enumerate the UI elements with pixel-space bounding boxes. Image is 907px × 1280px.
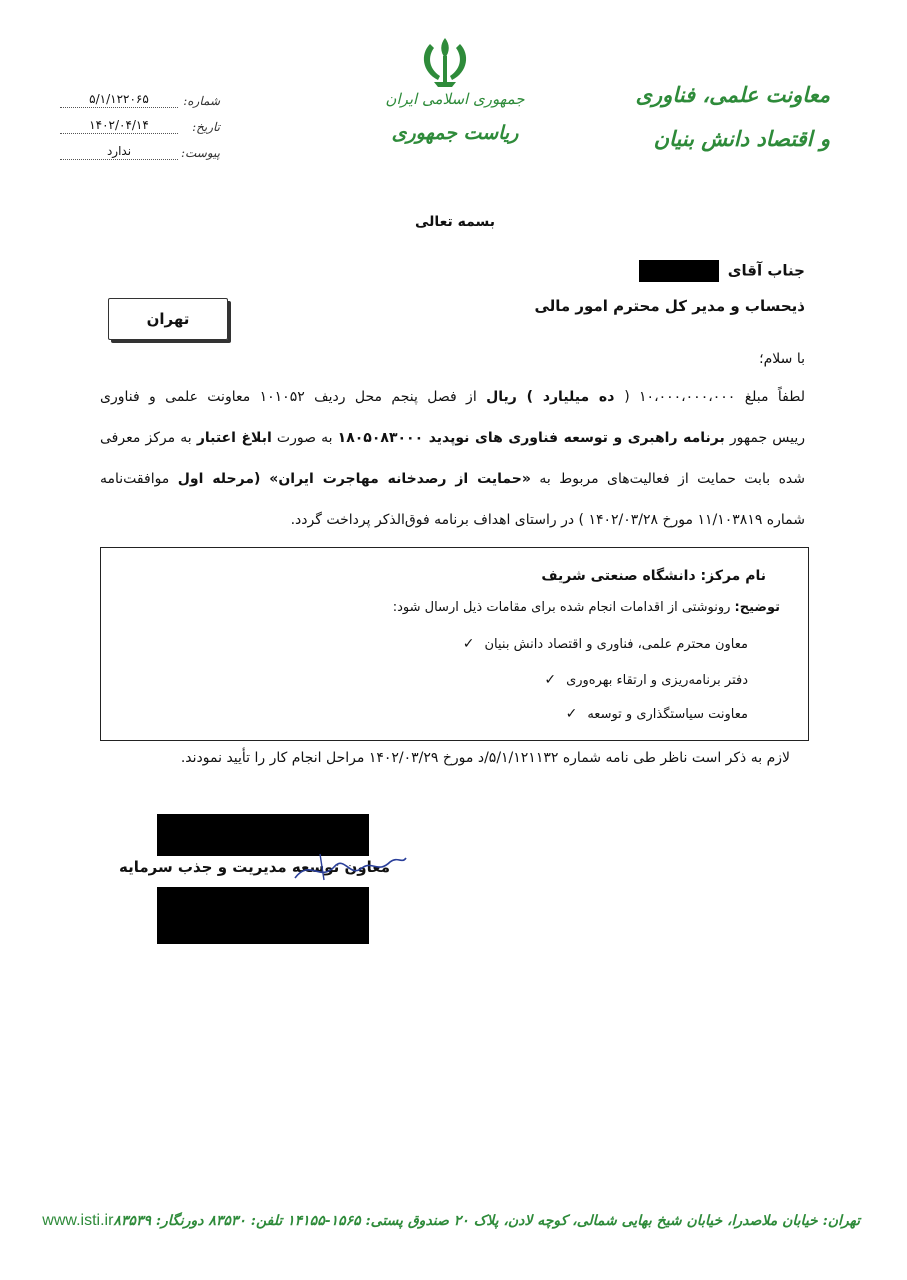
checkmark-icon: ✓ — [462, 636, 475, 652]
body-text: به مرکز معرفی — [100, 430, 197, 446]
letter-date-value: ۱۴۰۲/۰۴/۱۴ — [60, 118, 178, 134]
attachment-row — [60, 138, 220, 160]
cc-recipient: معاونت سیاستگذاری و توسعه — [587, 706, 748, 722]
footer-website: www.isti.ir — [42, 1212, 114, 1229]
cc-recipient: دفتر برنامه‌ریزی و ارتقاء بهره‌وری — [566, 672, 748, 688]
signature-redaction-bottom — [157, 887, 369, 944]
center-name-row — [541, 568, 766, 584]
note-label: توضیح: — [734, 600, 780, 615]
info-box — [100, 547, 809, 741]
body-text: لطفاً مبلغ ۱۰،۰۰۰،۰۰۰،۰۰۰ ( — [624, 389, 805, 405]
note-row — [393, 600, 780, 615]
body-line-4: شماره ۱۱/۱۰۳۸۱۹ مورخ ۱۴۰۲/۰۳/۲۸ ) در راستای اهداف برنامه فوق‌الذکر پرداخت گردد. — [290, 512, 805, 528]
vice-presidency-name-line1: معاونت علمی، فناوری — [635, 82, 830, 107]
letter-number-label: شماره: — [183, 94, 220, 108]
program-name: برنامه راهبری و توسعه فناوری های نوپدید ۱۸۰۵۰۸۳۰۰۰ — [337, 430, 725, 446]
cc-list-item — [544, 672, 748, 688]
cc-recipient: معاون محترم علمی، فناوری و اقتصاد دانش بنیان — [484, 636, 748, 652]
cc-list-item — [566, 706, 748, 722]
body-bold-text: ده میلیارد ) ریال — [486, 389, 625, 405]
checkmark-icon: ✓ — [565, 706, 578, 722]
attachment-value: ندارد — [60, 144, 178, 160]
body-line-1 — [100, 387, 805, 407]
letter-number-row — [60, 86, 220, 108]
credit-type: ابلاغ اعتبار — [196, 430, 272, 446]
signature-scribble-icon — [290, 848, 410, 888]
cc-list-item — [463, 636, 748, 652]
footer-address: تهران: خیابان ملاصدرا، خیابان شیخ بهایی شمالی، کوچه لادن، پلاک ۲۰ صندوق پستی: ۱۵۶۵-۱۴۱۵۵ تلفن: ۸۳۵۳۰ دورنگار: ۸۳۵۳۹ — [113, 1213, 860, 1229]
recipient-title: جناب آقای — [727, 261, 805, 280]
center-label: نام مرکز: — [700, 568, 766, 584]
iran-emblem-icon — [410, 34, 480, 90]
body-text: موافقت‌نامه — [100, 471, 178, 487]
government-name: جمهوری اسلامی ایران — [385, 90, 525, 108]
basmala: بسمه تعالی — [414, 214, 496, 230]
supervisor-note: لازم به ذکر است ناظر طی نامه شماره ۵/۱/۱۲۱۱۳۲/د مورخ ۱۴۰۲/۰۳/۲۹ مراحل انجام کار را تأیید نمودند. — [180, 750, 790, 766]
center-name: دانشگاه صنعتی شریف — [541, 568, 701, 584]
body-text: به صورت — [271, 430, 338, 446]
body-text: رییس جمهور — [724, 430, 805, 446]
recipient-salutation — [560, 260, 805, 282]
footer — [42, 1206, 860, 1236]
project-name: «حمایت از رصدخانه مهاجرت ایران» — [269, 471, 531, 487]
letter-date-row — [60, 112, 220, 134]
body-line-2 — [100, 428, 805, 448]
attachment-label: پیوست: — [180, 146, 220, 160]
presidency-name: ریاست جمهوری — [391, 122, 519, 144]
letter-number-value: ۵/۱/۱۲۲۰۶۵ — [60, 92, 178, 108]
recipient-position: ذیحساب و مدیر کل محترم امور مالی — [534, 297, 805, 315]
body-text: از فصل پنجم محل ردیف ۱۰۱۰۵۲ معاونت علمی و فناوری — [100, 389, 487, 405]
greeting: با سلام؛ — [759, 351, 805, 367]
city-box: تهران — [108, 298, 228, 340]
body-text: شده بابت حمایت از فعالیت‌های مربوط به — [530, 471, 805, 487]
body-line-3 — [100, 469, 805, 489]
checkmark-icon: ✓ — [544, 672, 557, 688]
vice-presidency-name-line2: و اقتصاد دانش بنیان — [653, 126, 830, 151]
recipient-name-redaction — [639, 260, 719, 282]
letter-date-label: تاریخ: — [192, 120, 220, 134]
note-text: رونوشتی از اقدامات انجام شده برای مقامات ذیل ارسال شود: — [392, 600, 735, 615]
project-phase: (مرحله اول — [177, 471, 270, 487]
signatory-title: معاون توسعه مدیریت و جذب سرمایه — [118, 858, 390, 876]
